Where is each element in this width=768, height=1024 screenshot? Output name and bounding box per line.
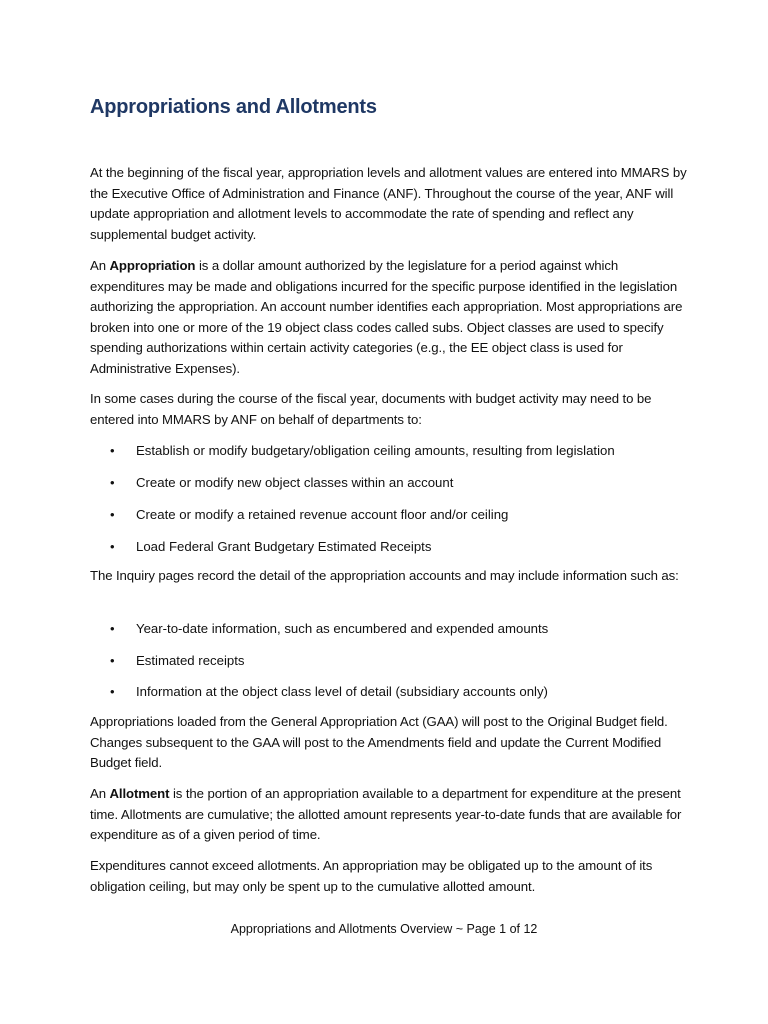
paragraph-expenditures: Expenditures cannot exceed allotments. An appropriation may be obligated up to the amount of its obligation ceiling, but may only be spent up to the cumulative allotted amount. [90,858,653,894]
paragraph-prefix: An [90,258,110,273]
bullet-icon: • [110,443,115,458]
document-page: Appropriations and Allotments At the beginning of the fiscal year, appropriation levels and allotment values are entered into MMARS by the Executive Office of Administration and Finance (ANF). Throughout the course of the year, ANF will update appropriation and allotment levels to accommodate the rate of spending and reflect any supplemental budget activity. An Appropriation is a dollar amount authorized by the legislature for a period against which expenditures may be made and obligations incurred for the specific purpose identified in the legislation authorizing the appropriation. An account number identifies each appropriation. Most appropriations are broken into one or more of the 19 object class codes called subs. Object classes are used to specify spending authorizations within certain activity categories (e.g., the EE object class is used for Administrative Expenses). In some cases during the course of the fiscal year, documents with budget activity may need to be entered into MMARS by ANF on behalf of departments to: • Establish or modify budgetary/obligation ceiling amounts, resulting from legislation • Create or modify new object classes within an account • Create or modify a retained revenue account floor and/or ceiling • Load Federal Grant Budgetary Estimated Receipts The Inquiry pages record the detail of the appropriation accounts and may include information such as: • Year-to-date information, such as encumbered and expended amounts • Estimated receipts • Information at the object class level of detail (subsidiary accounts only) Appropriations loaded from the General Appropriation Act (GAA) will post to the Original Budget field. Changes subsequent to the GAA will post to the Amendments field and update the Current Modified Budget field. An Allotment is the portion of an appropriation available to a department for expenditure at the present time. Allotments are cumulative; the allotted amount represents year-to-date funds that are available for expenditure as of a given period of time. Expenditures cannot exceed allotments. An appropriation may be obligated up to the amount of its obligation ceiling, but may only be spent up to the cumulative allotted amount. [90,96,690,119]
term-allotment: Allotment [109,786,170,801]
paragraph-allotment-definition [90,784,690,846]
bullet-icon: • [110,684,115,699]
bullet-icon: • [110,539,115,554]
paragraph-intro: At the beginning of the fiscal year, appropriation levels and allotment values are entered into MMARS by the Executive Office of Administration and Finance (ANF). Throughout the course of the year, ANF will update appropriation and allotment levels to accommodate the rate of spending and reflect any supplemental budget activity. [90,165,687,242]
term-appropriation: Appropriation [109,258,196,273]
bullet-icon: • [110,653,115,668]
bullet-icon: • [110,621,115,636]
paragraph-body: is a dollar amount authorized by the legislature for a period against which expenditures may be made and obligations incurred for the specific purpose identified in the legislation authorizing the appropriation. An account number identifies each appropriation. Most appropriations are broken into one or more of the 19 object class codes called subs. Object classes are used to specify spending authorizations within certain activity categories (e.g., the EE object class is used for Administrative Expenses). [90,258,683,376]
page-footer: Appropriations and Allotments Overview ~ Page 1 of 12 [230,922,538,936]
paragraph-inquiry-pages: The Inquiry pages record the detail of the appropriation accounts and may include information such as: [90,568,679,583]
paragraph-appropriation-definition [90,256,690,380]
page-title: Appropriations and Allotments [90,96,377,118]
paragraph-budget-activity: In some cases during the course of the fiscal year, documents with budget activity may need to be entered into MMARS by ANF on behalf of departments to: [90,391,652,427]
paragraph-body: is the portion of an appropriation available to a department for expenditure at the present time. Allotments are cumulative; the allotted amount represents year-to-date funds that are available for expenditure as of a given period of time. [90,786,682,843]
bullet-icon: • [110,507,115,522]
bullet-icon: • [110,475,115,490]
paragraph-gaa: Appropriations loaded from the General Appropriation Act (GAA) will post to the Original Budget field. Changes subsequent to the GAA will post to the Amendments field and update the Current Modified Budget field. [90,714,668,771]
paragraph-prefix: An [90,786,110,801]
